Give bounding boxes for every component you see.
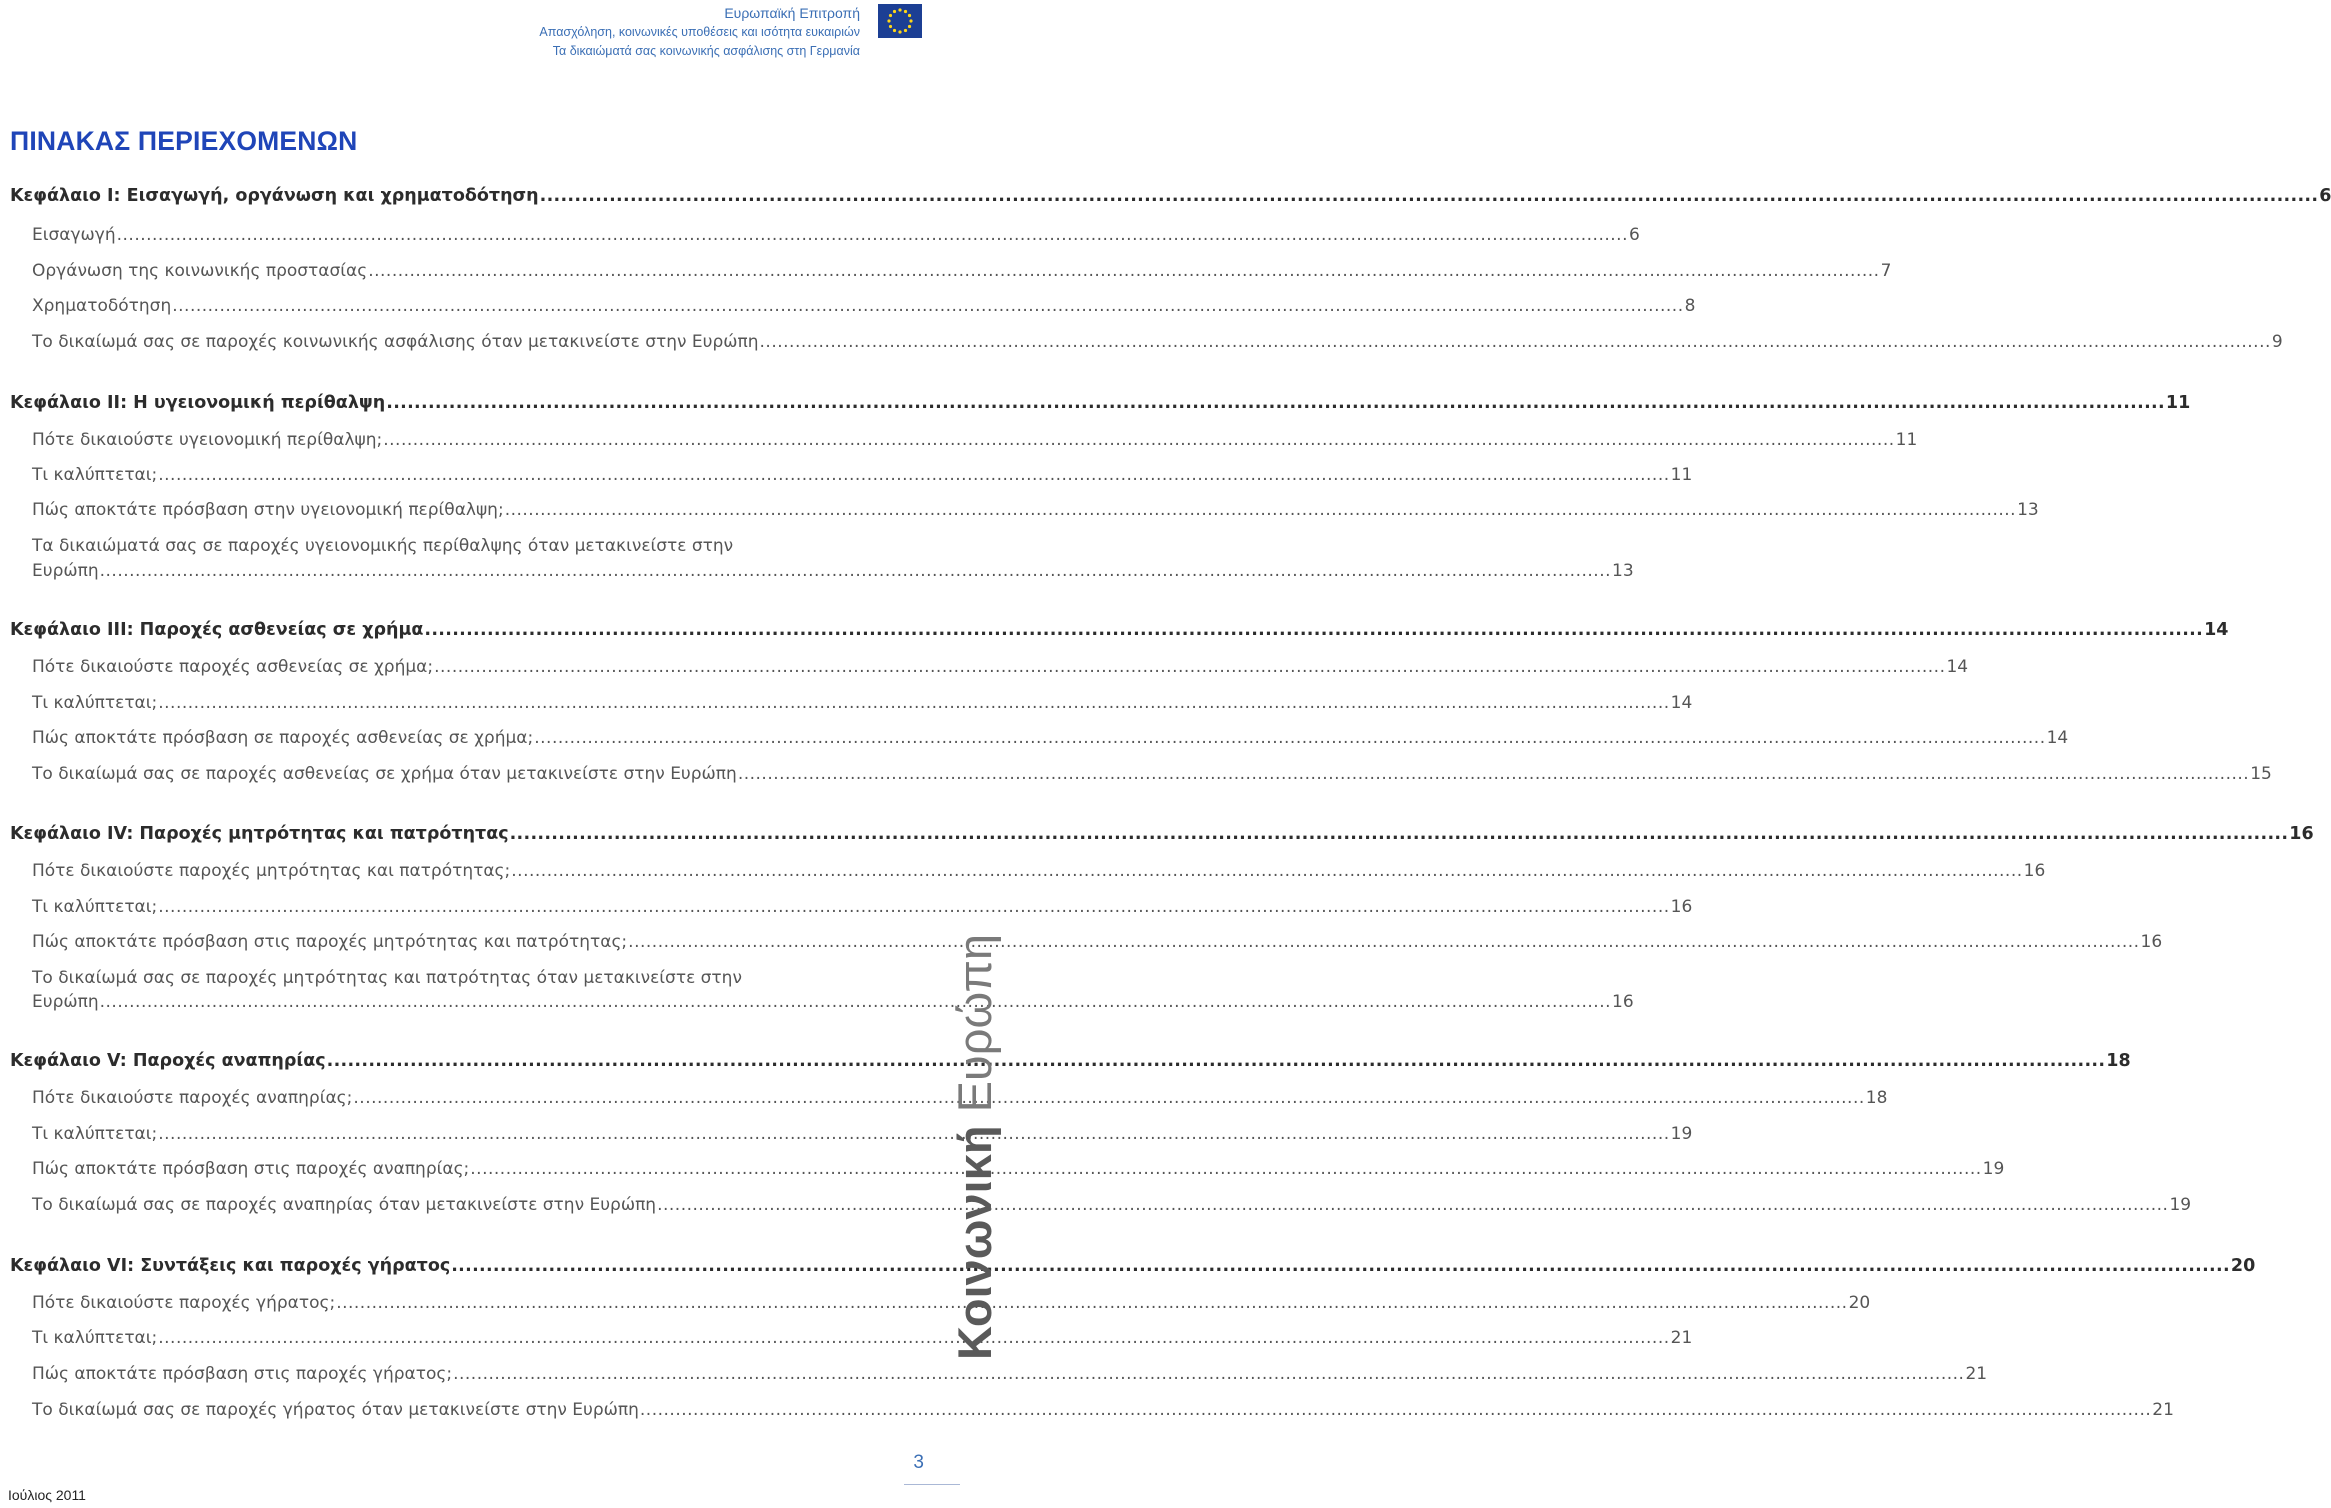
toc-entry[interactable]: [32, 225, 1640, 245]
toc-entry-text: Πότε δικαιούστε παροχές ασθενείας σε χρήμα;: [32, 657, 434, 677]
eu-flag-star: [889, 14, 892, 17]
toc-entry-text: Τι καλύπτεται;: [32, 897, 158, 917]
toc-leader-dots: [540, 186, 2319, 206]
eu-flag-star: [893, 29, 896, 32]
toc-page-number: 16: [1612, 992, 1634, 1012]
toc-entry[interactable]: [32, 1400, 2174, 1420]
toc-leader-dots: [451, 1256, 2230, 1276]
header-directorate: Απασχόληση, κοινωνικές υποθέσεις και ισότητα ευκαιριών: [539, 25, 860, 39]
toc-page-number: 6: [2319, 186, 2331, 206]
page-title: ΠΙΝΑΚΑΣ ΠΕΡΙΕΧΟΜΕΝΩΝ: [10, 126, 358, 156]
toc-leader-dots: [327, 1051, 2106, 1071]
toc-page-number: 11: [2165, 393, 2191, 413]
toc-page-number: 15: [2250, 764, 2272, 784]
toc-entry[interactable]: [32, 296, 1696, 316]
eu-flag-star: [887, 19, 890, 22]
toc-entry[interactable]: [32, 764, 2272, 784]
side-brand-text: [947, 934, 1002, 1360]
toc-entry-text: Κεφάλαιο VI: Συντάξεις και παροχές γήρατος: [10, 1256, 451, 1276]
toc-page-number: 19: [1670, 1124, 1693, 1144]
side-brand-regular: Ευρώπη: [948, 933, 1001, 1126]
toc-leader-dots: [470, 1159, 1981, 1179]
toc-entry[interactable]: [32, 332, 2283, 352]
toc-page-number: 9: [2271, 332, 2283, 352]
toc-leader-dots: [760, 332, 2271, 352]
toc-leader-dots: [453, 1364, 1964, 1384]
toc-page-number: 21: [1670, 1328, 1693, 1348]
toc-entry[interactable]: [32, 897, 1693, 917]
toc-page-number: 21: [1965, 1364, 1988, 1384]
toc-entry[interactable]: [32, 261, 1892, 281]
footer-divider: [904, 1484, 960, 1485]
toc-entry-text: Πώς αποκτάτε πρόσβαση στις παροχές μητρότητας και πατρότητας;: [32, 932, 628, 952]
toc-page-number: 11: [1670, 465, 1693, 485]
toc-entry[interactable]: [32, 1328, 1693, 1348]
toc-page-number: 13: [1612, 561, 1634, 581]
toc-leader-dots: [628, 932, 2139, 952]
toc-page-number: 14: [1670, 693, 1693, 713]
toc-leader-dots: [424, 620, 2203, 640]
toc-leader-dots: [434, 657, 1945, 677]
toc-entry-text: Πότε δικαιούστε παροχές μητρότητας και πατρότητας;: [32, 861, 511, 881]
toc-entry[interactable]: [32, 992, 1634, 1012]
toc-page-number: 18: [2106, 1051, 2131, 1071]
toc-entry-text: Πώς αποκτάτε πρόσβαση σε παροχές ασθενείας σε χρήμα;: [32, 728, 534, 748]
side-brand-logo: [905, 933, 1001, 1370]
toc-page-number: 16: [2289, 824, 2314, 844]
toc-leader-dots: [100, 992, 1611, 1012]
toc-leader-dots: [738, 764, 2249, 784]
toc-entry-text-line1[interactable]: Το δικαίωμά σας σε παροχές μητρότητας και πατρότητας όταν μετακινείστε στην: [32, 968, 742, 988]
toc-entry-text: Ευρώπη: [32, 992, 99, 1012]
toc-entry-text: Κεφάλαιο IV: Παροχές μητρότητας και πατρότητας: [10, 824, 509, 844]
eu-flag-star: [889, 25, 892, 28]
toc-chapter-1[interactable]: [10, 186, 2331, 206]
toc-entry-text: Πώς αποκτάτε πρόσβαση στις παροχές αναπηρίας;: [32, 1159, 470, 1179]
toc-entry[interactable]: [32, 500, 2039, 520]
toc-entry[interactable]: [32, 465, 1693, 485]
toc-entry-text: Ευρώπη: [32, 561, 99, 581]
toc-entry[interactable]: [32, 657, 1969, 677]
toc-entry-text: Το δικαίωμά σας σε παροχές γήρατος όταν μετακινείστε στην Ευρώπη: [32, 1400, 639, 1420]
toc-page-number: 6: [1628, 225, 1640, 245]
eu-flag-star: [898, 30, 901, 33]
toc-entry[interactable]: [32, 1195, 2192, 1215]
toc-page-number: 19: [2169, 1195, 2192, 1215]
toc-entry[interactable]: [32, 728, 2069, 748]
toc-entry-text: Οργάνωση της κοινωνικής προστασίας: [32, 261, 368, 281]
toc-entry-text: Πώς αποκτάτε πρόσβαση στις παροχές γήρατος;: [32, 1364, 453, 1384]
toc-entry-text: Τι καλύπτεται;: [32, 465, 158, 485]
toc-entry[interactable]: [32, 932, 2163, 952]
page-number: 3: [913, 1452, 924, 1473]
toc-page-number: 18: [1865, 1088, 1888, 1108]
eu-flag-star: [909, 19, 912, 22]
side-brand-bold: Κοινωνική: [948, 1125, 1001, 1360]
toc-page-number: 16: [2140, 932, 2163, 952]
toc-leader-dots: [657, 1195, 2168, 1215]
eu-flag-star: [908, 25, 911, 28]
toc-chapter-6[interactable]: [10, 1256, 2256, 1276]
toc-entry[interactable]: [32, 430, 1918, 450]
toc-entry-text-line1[interactable]: Τα δικαιώματά σας σε παροχές υγειονομικής περίθαλψης όταν μετακινείστε στην: [32, 536, 734, 556]
toc-chapter-5[interactable]: [10, 1051, 2131, 1071]
toc-leader-dots: [172, 296, 1683, 316]
toc-leader-dots: [640, 1400, 2151, 1420]
toc-entry-text: Το δικαίωμά σας σε παροχές αναπηρίας όταν μετακινείστε στην Ευρώπη: [32, 1195, 657, 1215]
toc-entry[interactable]: [32, 1088, 1888, 1108]
toc-page-number: 8: [1684, 296, 1696, 316]
toc-chapter-3[interactable]: [10, 620, 2229, 640]
eu-flag-star: [904, 29, 907, 32]
toc-leader-dots: [534, 728, 2045, 748]
toc-entry-text: Χρηματοδότηση: [32, 296, 172, 316]
toc-leader-dots: [158, 465, 1669, 485]
toc-entry-text: Το δικαίωμά σας σε παροχές ασθενείας σε χρήμα όταν μετακινείστε στην Ευρώπη: [32, 764, 737, 784]
toc-chapter-2[interactable]: [10, 393, 2191, 413]
header-organization: Ευρωπαϊκή Επιτροπή: [724, 5, 860, 21]
toc-entry[interactable]: [32, 1293, 1871, 1313]
toc-entry-text: Τι καλύπτεται;: [32, 1328, 158, 1348]
toc-chapter-4[interactable]: [10, 824, 2314, 844]
toc-leader-dots: [117, 225, 1628, 245]
toc-entry-text: Πώς αποκτάτε πρόσβαση στην υγειονομική περίθαλψη;: [32, 500, 504, 520]
toc-entry[interactable]: [32, 861, 2046, 881]
toc-entry[interactable]: [32, 1124, 1693, 1144]
toc-leader-dots: [510, 824, 2289, 844]
toc-page-number: 20: [2230, 1256, 2256, 1276]
toc-entry-text: Πότε δικαιούστε παροχές γήρατος;: [32, 1293, 336, 1313]
toc-page-number: 16: [1670, 897, 1693, 917]
eu-flag-star: [908, 14, 911, 17]
toc-page-number: 19: [1982, 1159, 2005, 1179]
eu-flag-star: [898, 8, 901, 11]
toc-entry-text: Εισαγωγή: [32, 225, 116, 245]
toc-leader-dots: [158, 897, 1669, 917]
toc-page-number: 11: [1895, 430, 1918, 450]
toc-entry-text: Κεφάλαιο I: Εισαγωγή, οργάνωση και χρηματοδότηση: [10, 186, 539, 206]
toc-entry-text: Κεφάλαιο II: Η υγειονομική περίθαλψη: [10, 393, 386, 413]
toc-page-number: 13: [2017, 500, 2039, 520]
toc-leader-dots: [511, 861, 2022, 881]
toc-leader-dots: [386, 393, 2165, 413]
toc-leader-dots: [100, 561, 1611, 581]
eu-flag-star: [893, 10, 896, 13]
toc-entry[interactable]: [32, 1364, 1988, 1384]
toc-entry[interactable]: [32, 561, 1634, 581]
toc-entry[interactable]: [32, 1159, 2005, 1179]
toc-leader-dots: [505, 500, 2016, 520]
toc-leader-dots: [368, 261, 1879, 281]
toc-leader-dots: [158, 693, 1669, 713]
toc-entry-text: Πότε δικαιούστε υγειονομική περίθαλψη;: [32, 430, 383, 450]
toc-leader-dots: [336, 1293, 1847, 1313]
document-header: [539, 4, 860, 61]
toc-entry-text: Το δικαίωμά σας σε παροχές κοινωνικής ασφάλισης όταν μετακινείστε στην Ευρώπη: [32, 332, 759, 352]
toc-entry-text: Τι καλύπτεται;: [32, 1124, 158, 1144]
toc-leader-dots: [353, 1088, 1864, 1108]
toc-entry[interactable]: [32, 693, 1693, 713]
header-document-title: Τα δικαιώματά σας κοινωνικής ασφάλισης στη Γερμανία: [552, 44, 860, 58]
eu-flag-star: [904, 10, 907, 13]
eu-flag-icon: [878, 4, 922, 38]
toc-entry-text: Κεφάλαιο III: Παροχές ασθενείας σε χρήμα: [10, 620, 424, 640]
toc-entry-text: Τι καλύπτεται;: [32, 693, 158, 713]
footer-date: Ιούλιος 2011: [8, 1487, 86, 1503]
toc-page-number: 20: [1848, 1293, 1871, 1313]
toc-page-number: 14: [1946, 657, 1969, 677]
toc-page-number: 14: [2046, 728, 2069, 748]
toc-entry-text: Πότε δικαιούστε παροχές αναπηρίας;: [32, 1088, 353, 1108]
toc-page-number: 7: [1880, 261, 1892, 281]
toc-leader-dots: [383, 430, 1894, 450]
toc-entry-text: Κεφάλαιο V: Παροχές αναπηρίας: [10, 1051, 326, 1071]
toc-page-number: 21: [2152, 1400, 2174, 1420]
toc-page-number: 14: [2204, 620, 2229, 640]
toc-page-number: 16: [2023, 861, 2046, 881]
